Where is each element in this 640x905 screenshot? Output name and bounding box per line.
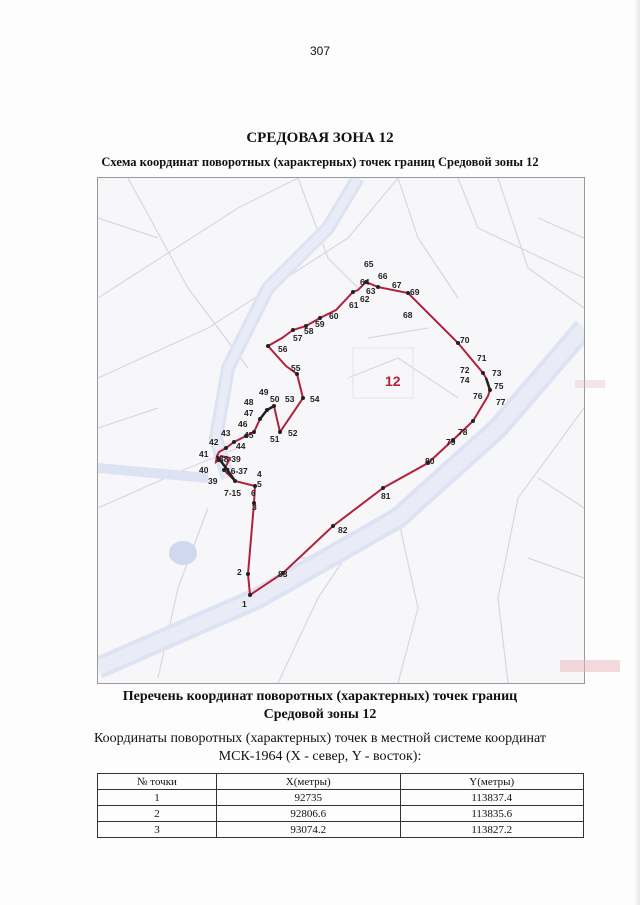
point-label: 50	[270, 394, 280, 404]
list-title-line: Перечень координат поворотных (характерных) точек границ	[122, 689, 518, 704]
point-label: 83	[278, 569, 288, 579]
point-label: 49	[259, 387, 269, 397]
point-label: 70	[460, 335, 470, 345]
caption-line: МСК-1964 (X - север, Y - восток):	[218, 749, 422, 764]
point-label: 58	[304, 326, 314, 336]
coordinates-table	[97, 773, 584, 838]
point-label: 51	[270, 434, 280, 444]
point-label: 61	[349, 300, 359, 310]
scan-artifact	[575, 380, 605, 388]
point-label: 76	[473, 391, 483, 401]
zone-title: СРЕДОВАЯ ЗОНА 12	[246, 130, 394, 146]
header-x: X(метры)	[217, 774, 401, 790]
point-label: 5	[257, 479, 262, 489]
cell-x: 92806.6	[217, 806, 401, 822]
point-label: 79	[446, 437, 456, 447]
point-label: 45	[244, 430, 254, 440]
table-row	[98, 806, 584, 822]
point-label: 53	[285, 394, 295, 404]
point-label: 52	[288, 428, 298, 438]
park-pond	[169, 541, 197, 565]
point-label: 44	[236, 441, 246, 451]
point-label: 82	[338, 525, 348, 535]
table-row	[98, 790, 584, 806]
point-label: 6	[251, 488, 256, 498]
point-label: 43	[221, 428, 231, 438]
point-label: 46	[238, 419, 248, 429]
scan-artifact	[560, 660, 620, 672]
header-y: Y(метры)	[400, 774, 584, 790]
caption-line: Координаты поворотных (характерных) точек в местной системе координат	[94, 731, 546, 746]
map-caption: Схема координат поворотных (характерных) точек границ Средовой зоны 12	[101, 155, 539, 169]
point-label: 81	[381, 491, 391, 501]
street-lines	[98, 178, 584, 683]
cell-y: 113837.4	[400, 790, 584, 806]
point-label: 75	[494, 381, 504, 391]
point-label: 72	[460, 365, 470, 375]
point-label: 64	[360, 277, 370, 287]
point-label: 71	[477, 353, 487, 363]
zone-label: 12	[385, 373, 401, 389]
cell-x: 93074.2	[217, 822, 401, 838]
point-label: 69	[410, 287, 420, 297]
point-label: 4	[257, 469, 262, 479]
point-label: 60	[329, 311, 339, 321]
point-label: 1	[242, 599, 247, 609]
point-label: 65	[364, 259, 374, 269]
coordinates-list-title	[0, 688, 640, 724]
cell-point: 1	[98, 790, 217, 806]
point-label: 41	[199, 449, 209, 459]
point-label: 42	[209, 437, 219, 447]
list-title-line: Средовой зоны 12	[263, 707, 377, 722]
point-label: 63	[366, 286, 376, 296]
point-label: 77	[496, 397, 506, 407]
point-label: 3	[252, 502, 257, 512]
point-label: 47	[244, 408, 254, 418]
point-label: 78	[458, 427, 468, 437]
point-label: 16-37	[226, 466, 248, 476]
table-row	[98, 822, 584, 838]
point-label: 54	[310, 394, 320, 404]
point-label: 73	[492, 368, 502, 378]
cell-point: 3	[98, 822, 217, 838]
point-label: 7-15	[224, 488, 242, 498]
point-label: 57	[293, 333, 303, 343]
point-label: 68	[403, 310, 413, 320]
point-label: 38-39	[219, 454, 241, 464]
cell-x: 92735	[217, 790, 401, 806]
coordinate-system-caption	[0, 730, 640, 766]
point-label: 66	[378, 271, 388, 281]
point-label: 80	[425, 456, 435, 466]
cell-point: 2	[98, 806, 217, 822]
point-label: 74	[460, 375, 470, 385]
point-label: 59	[315, 319, 325, 329]
cell-y: 113835.6	[400, 806, 584, 822]
table-header-row	[98, 774, 584, 790]
point-label: 56	[278, 344, 288, 354]
header-point-number: № точки	[98, 774, 217, 790]
point-label: 67	[392, 280, 402, 290]
point-label: 39	[208, 476, 218, 486]
boundary-map	[97, 177, 585, 684]
point-label: 48	[244, 397, 254, 407]
page-number: 307	[309, 44, 331, 58]
point-label: 55	[291, 363, 301, 373]
point-label: 2	[237, 567, 242, 577]
point-label: 62	[360, 294, 370, 304]
cell-y: 113827.2	[400, 822, 584, 838]
point-label: 40	[199, 465, 209, 475]
